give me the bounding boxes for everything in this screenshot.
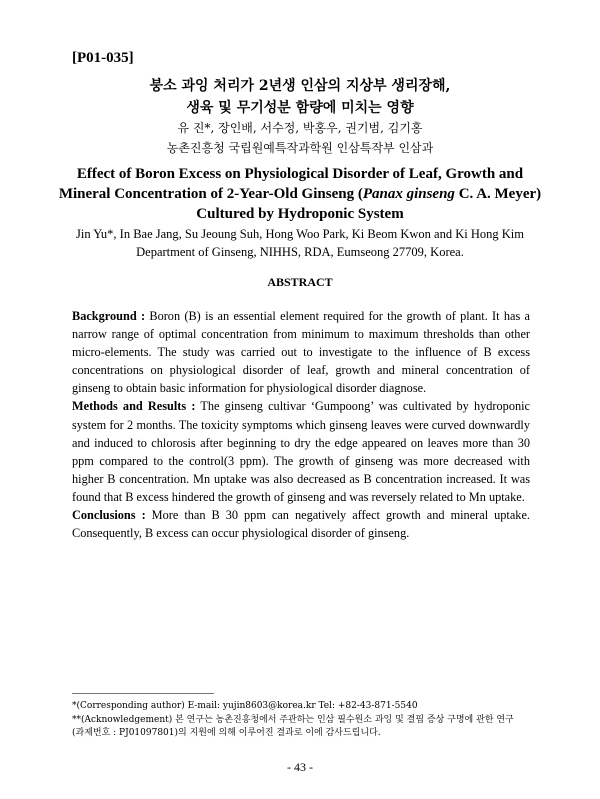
english-title-line-1: Effect of Boron Excess on Physiological Disorder of Leaf, Growth and <box>76 166 524 182</box>
korean-title-line-2: 생육 및 무기성분 함량에 미치는 영향 <box>186 100 414 116</box>
english-title-line-3: Cultured by Hydroponic System <box>196 206 404 222</box>
korean-title-line-1: 붕소 과잉 처리가 2년생 인삼의 지상부 생리장해, <box>149 78 451 94</box>
korean-affiliation: 농촌진흥청 국립원예특작과학원 인삼특작부 인삼과 <box>166 141 434 155</box>
conclusions-label: Conclusions : <box>72 508 146 523</box>
footnote-acknowledgement-2: (과제번호 : PJ01097801)의 지원에 의해 이루어진 결과로 이에 감사드립니다. <box>72 728 381 738</box>
paper-code: [P01-035] <box>72 50 134 66</box>
conclusions-paragraph: Conclusions : More than B 30 ppm can negatively affect growth and mineral uptake. Consequently, B excess can occur physiological disorder of ginseng. <box>72 508 530 541</box>
english-title-line-2: Mineral Concentration of 2-Year-Old Ginseng (Panax ginseng C. A. Meyer) <box>58 186 542 202</box>
footnote-corresponding: *(Corresponding author) E-mail: yujin8603@korea.kr Tel: +82-43-871-5540 <box>72 701 418 711</box>
abstract-heading: ABSTRACT <box>267 275 333 289</box>
korean-authors: 유 진*, 장인배, 서수정, 박홍우, 권기범, 김기홍 <box>177 121 423 135</box>
background-label: Background : <box>72 309 146 323</box>
footnote-divider <box>72 693 214 694</box>
page-number: - 43 - <box>287 760 313 774</box>
methods-label: Methods and Results : <box>72 399 196 414</box>
english-authors: Jin Yu*, In Bae Jang, Su Jeoung Suh, Hong Woo Park, Ki Beom Kwon and Ki Hong Kim <box>76 227 524 241</box>
species-name: Panax ginseng <box>362 186 455 202</box>
english-affiliation: Department of Ginseng, NIHHS, RDA, Eumseong 27709, Korea. <box>136 245 464 259</box>
footnote-acknowledgement-1: **(Acknowledgement) 본 연구는 농촌진흥청에서 주관하는 인삼 필수원소 과잉 및 결핍 증상 구명에 관한 연구 <box>72 715 514 725</box>
methods-paragraph: Methods and Results : The ginseng cultivar ‘Gumpoong’ was cultivated by hydroponic system for 2 months. The toxicity symptoms which ginseng leaves were curved downwardly and induced to chlorosis after beginning to dry the edge appeared on leaves more than 30 ppm compared to the control(3 ppm). The growth of ginseng was more decreased with higher B concentration. Mn uptake was also decreased as B concentration increased. It was found that B excess hindered the growth of ginseng and was reversely related to Mn uptake. <box>72 399 530 504</box>
background-paragraph: Background : Boron (B) is an essential element required for the growth of plant. It has a narrow range of optimal concentration from minimum to maximum thresholds than other micro-elements. The study was carried out to investigate to the influence of B excess concentrations on physiological disorder of leaf, growth and mineral concentration of ginseng to obtain basic information for physiological disorder diagnose. <box>72 309 530 396</box>
abstract-body <box>72 307 530 542</box>
